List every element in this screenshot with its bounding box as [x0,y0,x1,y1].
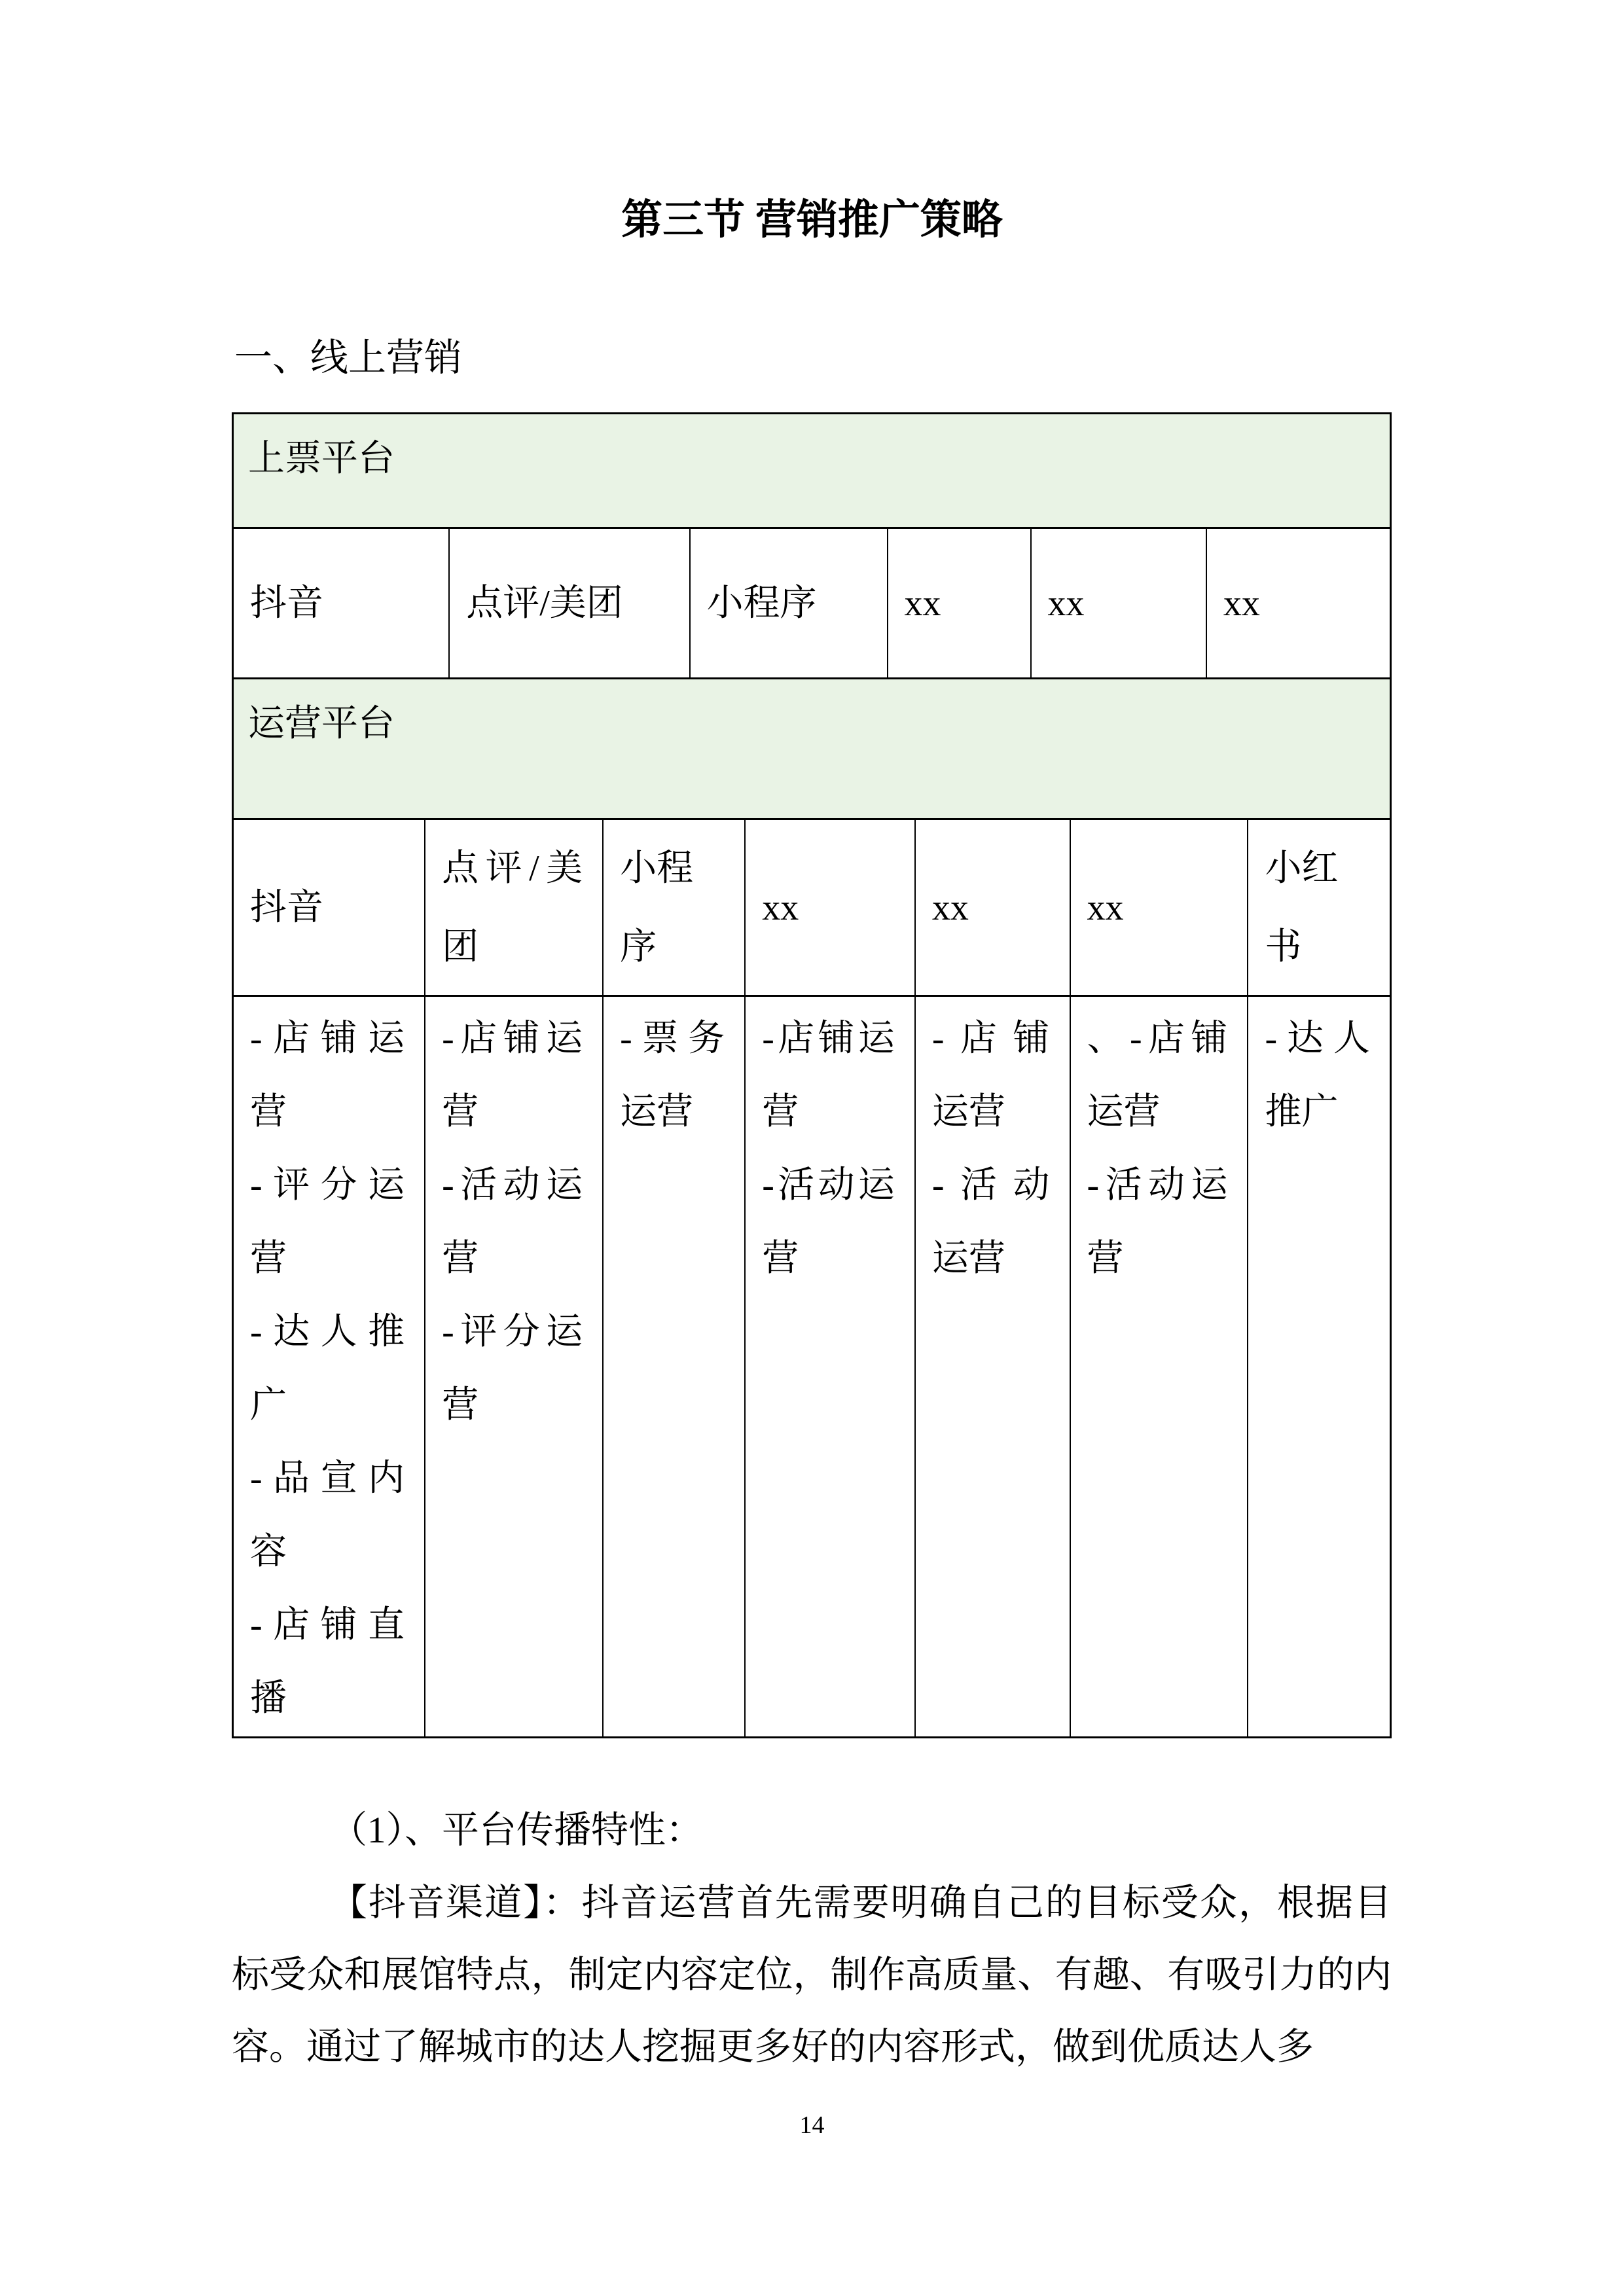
detail-item: -活动运营 [762,1165,895,1279]
detail-item: -活动运营 [442,1165,583,1279]
detail-item: -店铺直播 [250,1605,405,1719]
platform-table [232,412,1392,1738]
ticket-platform-label: 点评/美团 [466,583,623,624]
table-row-operation-details [234,997,1390,1736]
section-heading: 一、线上营销 [234,336,463,379]
operation-platform-cell [1071,820,1249,995]
operation-platform-label: 小红书 [1265,848,1339,967]
operation-platform-label: 小程序 [620,848,694,967]
ticket-platform-cell [450,529,690,677]
operation-platform-label: 抖音 [250,887,323,928]
operation-platform-cell [425,820,604,995]
detail-item: -评分运营 [442,1312,583,1426]
detail-item: -达人推广 [250,1312,405,1426]
paragraph-douyin-channel: 【抖音渠道】：抖音运营首先需要明确自己的目标受众，根据目标受众和展馆特点，制定内容定位，制作高质量、有趣、有吸引力的内容。通过了解城市的达人挖掘更多好的内容形式，做到优质达人多 [232,1882,1392,2068]
operation-header-cell: 运营平台 [234,679,1390,818]
operation-platform-cell [604,820,746,995]
operation-detail-cell [1248,997,1389,1736]
ticket-platform-cell [888,529,1032,677]
detail-item: -店铺运营 [250,1018,405,1132]
detail-item: -达人推广 [1265,1018,1370,1132]
ticket-platform-label: 抖音 [250,583,323,624]
detail-item: -票务运营 [620,1018,725,1132]
ticket-platform-label: xx [1223,583,1260,624]
table-row-operation-platforms [234,820,1390,997]
detail-item: 、-店铺运营 [1087,1018,1228,1132]
operation-detail-cell [234,997,425,1736]
ticket-platform-cell [691,529,888,677]
operation-detail-cell [746,997,916,1736]
ticket-header-cell: 上票平台 [234,414,1390,527]
detail-item: -活动运营 [931,1165,1050,1279]
operation-platform-cell [916,820,1071,995]
detail-item: -店铺运营 [762,1018,895,1132]
operation-platform-label: xx [762,887,799,928]
table-row-ticket-header [234,414,1390,529]
detail-item: -店铺运营 [442,1018,583,1132]
operation-detail-cell [425,997,604,1736]
page-title: 第三节 营销推广策略 [621,197,1003,243]
page-number: 14 [799,2111,825,2139]
detail-item: -店铺运营 [931,1018,1050,1132]
ticket-platform-cell [234,529,450,677]
paragraph-list-item: （1）、平台传播特性： [330,1810,703,1851]
detail-item: -品宣内容 [250,1458,405,1572]
ticket-platform-label: 小程序 [706,583,817,624]
detail-item: -活动运营 [1087,1165,1228,1279]
ticket-platform-label: xx [1047,583,1085,624]
detail-item: -评分运营 [250,1165,405,1279]
operation-platform-label: 点评/美团 [442,848,583,967]
operation-platform-cell [1248,820,1389,995]
ticket-platform-label: xx [904,583,941,624]
operation-detail-cell [1071,997,1249,1736]
table-row-operation-header [234,679,1390,820]
ticket-platform-cell [1207,529,1390,677]
operation-platform-label: xx [1087,887,1124,928]
operation-detail-cell [604,997,746,1736]
operation-platform-cell [746,820,916,995]
operation-platform-label: xx [931,887,969,928]
table-row-ticket-platforms [234,529,1390,679]
ticket-platform-cell [1032,529,1207,677]
operation-platform-cell [234,820,425,995]
operation-detail-cell [916,997,1071,1736]
